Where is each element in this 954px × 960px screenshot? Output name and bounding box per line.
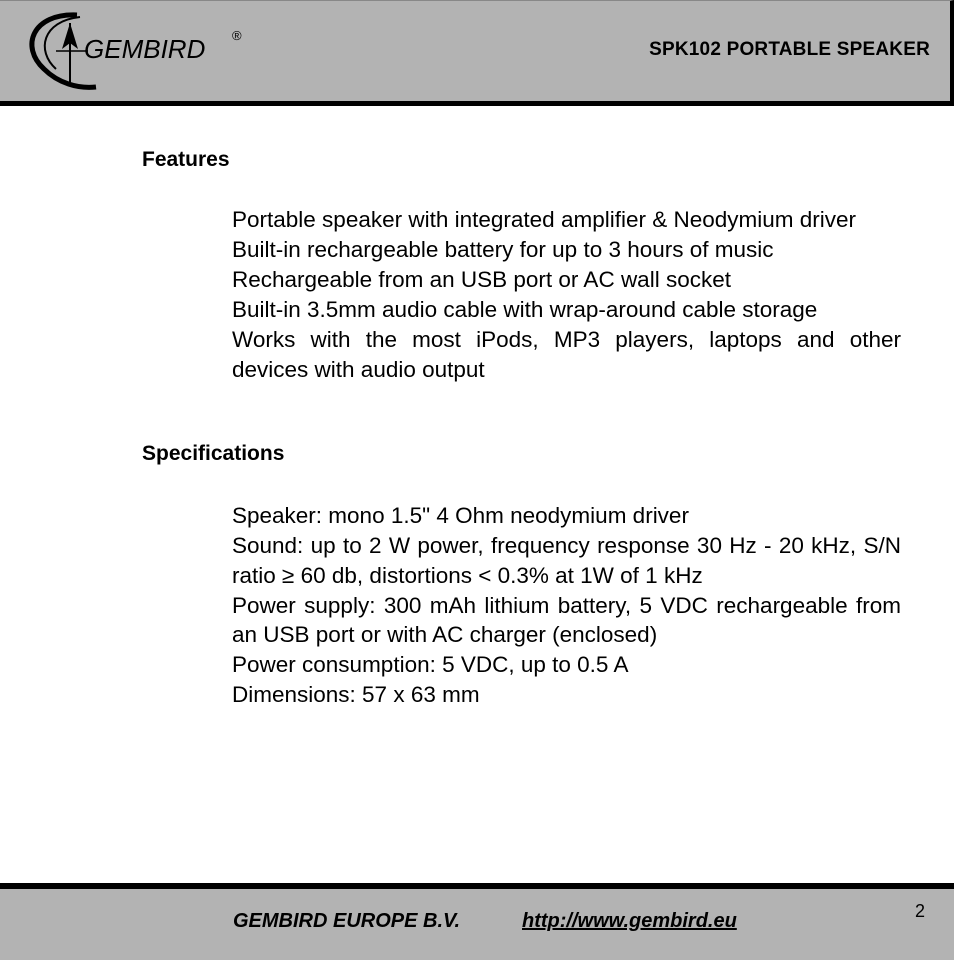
specifications-list: [232, 501, 901, 710]
footer-company: GEMBIRD EUROPE B.V.: [233, 910, 461, 932]
gembird-logo: [22, 7, 252, 93]
list-item: Built-in 3.5mm audio cable with wrap-around cable storage: [232, 297, 818, 323]
specifications-heading: Specifications: [142, 442, 285, 465]
registered-mark: ®: [232, 28, 242, 43]
list-item: Speaker: mono 1.5" 4 Ohm neodymium driver: [232, 503, 689, 528]
page-header: [0, 0, 954, 106]
features-list: [232, 205, 901, 385]
list-item: Works with the most iPods, MP3 players, laptops and other devices with audio output: [232, 327, 901, 382]
features-heading: Features: [142, 148, 230, 171]
list-item: Dimensions: 57 x 63 mm: [232, 682, 480, 708]
page-footer: [0, 883, 954, 960]
document-title: SPK102 PORTABLE SPEAKER: [649, 39, 930, 60]
list-item: Rechargeable from an USB port or AC wall socket: [232, 267, 731, 293]
list-item: Power supply: 300 mAh lithium battery, 5 VDC rechargeable from an USB port or with AC charger (enclosed): [232, 592, 901, 648]
list-item: Built-in rechargeable battery for up to 3 hours of music: [232, 237, 774, 263]
list-item: Portable speaker with integrated amplifier & Neodymium driver: [232, 207, 857, 232]
list-item: Power consumption: 5 VDC, up to 0.5 A: [232, 652, 629, 678]
page-number: 2: [914, 901, 925, 921]
logo-wordmark: GEMBIRD: [84, 34, 206, 64]
list-item: Sound: up to 2 W power, frequency response 30 Hz - 20 kHz, S/N ratio ≥ 60 db, distortions < 0.3% at 1W of 1 kHz: [232, 533, 901, 588]
website-link[interactable]: http://www.gembird.eu: [522, 910, 737, 932]
